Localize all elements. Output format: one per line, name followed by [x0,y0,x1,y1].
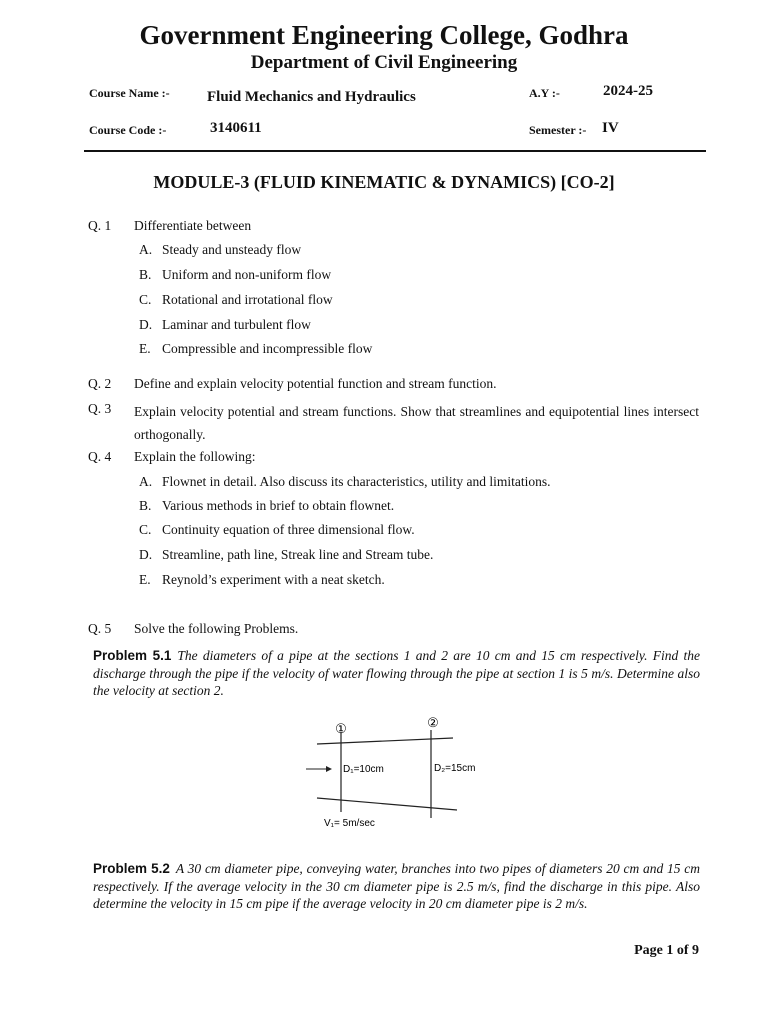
ay-value: 2024-25 [603,83,653,99]
sub-item-letter: D. [139,547,153,562]
sub-item-letter: C. [139,522,152,537]
problem-text: The diameters of a pipe at the sections 1 and 2 are 10 cm and 15 cm respectively. Find the discharge through the pipe if the velocity of water flowing through the pipe at section 1 is 5 m/s. Determine also the velocity at section 2. [93,648,701,698]
question-text: Explain the following: [134,449,256,464]
section-1-marker: ① [335,721,347,736]
d1-label: D₁=10cm [343,764,384,775]
question-text: Differentiate between [134,218,252,233]
college-name: Government Engineering College, Godhra [139,20,629,50]
problem-text: A 30 cm diameter pipe, conveying water, branches into two pipes of diameters 20 cm and 15 cm respectively. If the average velocity in the 30 cm diameter pipe is 2.5 m/s, find the discharge in this pipe. Also determine the velocity in 15 cm pipe if the average velocity in 20 cm diameter pipe is 2 m/s. [93,861,701,911]
sub-item-text: Flownet in detail. Also discuss its characteristics, utility and limitations. [162,474,551,489]
sub-item-text: Uniform and non-uniform flow [162,267,332,282]
question-number: Q. 3 [88,401,112,416]
problem-5-2 [93,860,700,913]
question-text: Solve the following Problems. [134,621,299,636]
page-number: Page 1 of 9 [634,943,699,958]
question-number: Q. 4 [88,449,112,464]
ay-label: A.Y :- [529,86,560,100]
flow-arrow-icon [326,766,332,772]
sub-item-letter: E. [139,341,151,356]
problem-label: Problem 5.1 [93,648,172,663]
pipe-sections-figure [290,712,480,832]
question-number: Q. 1 [88,218,112,233]
sub-item-text: Various methods in brief to obtain flownet. [162,498,395,513]
d2-label: D₂=15cm [434,763,476,774]
course-name-value: Fluid Mechanics and Hydraulics [207,89,416,105]
course-name-label: Course Name :- [89,86,170,100]
sub-item-text: Rotational and irrotational flow [162,292,333,307]
sub-item-letter: B. [139,498,152,513]
sub-item-letter: B. [139,267,152,282]
course-code-value: 3140611 [210,120,262,136]
course-code-label: Course Code :- [89,123,167,137]
header-divider [84,150,706,152]
semester-label: Semester :- [529,123,587,137]
problem-label: Problem 5.2 [93,861,170,876]
question-number: Q. 2 [88,376,112,391]
module-title: MODULE-3 (FLUID KINEMATIC & DYNAMICS) [CO-2] [153,172,615,192]
sub-item-text: Streamline, path line, Streak line and Stream tube. [162,547,434,562]
sub-item-letter: C. [139,292,152,307]
question-text: Define and explain velocity potential function and stream function. [134,376,497,391]
problem-5-1 [93,647,700,700]
sub-item-letter: A. [139,242,153,257]
question-text: Explain velocity potential and stream functions. Show that streamlines and equipotential lines intersect orthogonally. [134,404,699,442]
department-name: Department of Civil Engineering [250,52,518,73]
v1-label: V₁= 5m/sec [324,818,375,829]
section-2-marker: ② [427,715,439,730]
sub-item-text: Steady and unsteady flow [162,242,302,257]
sub-item-text: Laminar and turbulent flow [162,317,311,332]
semester-value: IV [602,120,619,136]
pipe-bottom-wall [317,798,457,810]
sub-item-text: Reynold’s experiment with a neat sketch. [162,572,385,587]
sub-item-letter: E. [139,572,151,587]
sub-item-letter: A. [139,474,153,489]
sub-item-letter: D. [139,317,153,332]
pipe-top-wall [317,738,453,744]
question-number: Q. 5 [88,621,112,636]
sub-item-text: Compressible and incompressible flow [162,341,373,356]
sub-item-text: Continuity equation of three dimensional flow. [162,522,415,537]
